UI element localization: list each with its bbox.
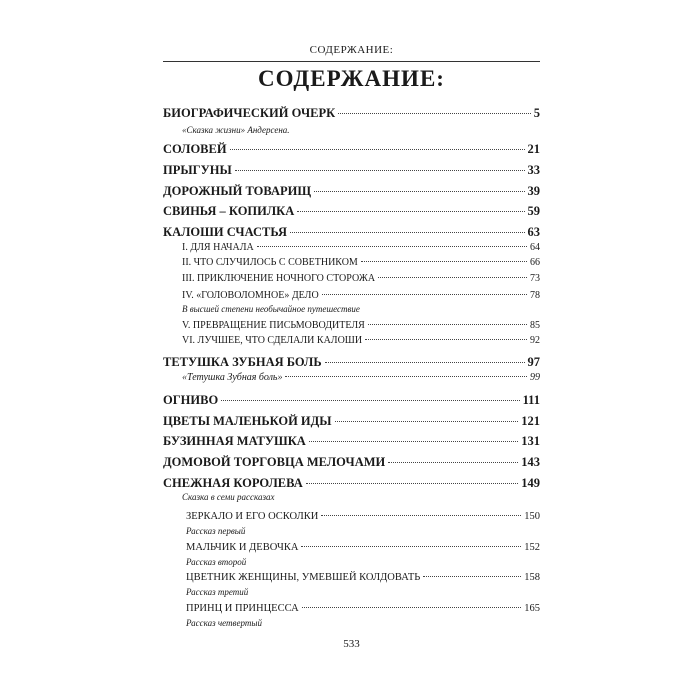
toc-entry-label: III. ПРИКЛЮЧЕНИЕ НОЧНОГО СТОРОЖА xyxy=(182,273,376,284)
dot-leader xyxy=(325,362,525,363)
toc-entry-page: 59 xyxy=(527,204,540,218)
toc-entry-label: МАЛЬЧИК И ДЕВОЧКА xyxy=(186,542,299,553)
toc-entry-label: ПРЫГУНЫ xyxy=(163,163,232,177)
dot-leader xyxy=(322,294,527,295)
toc-note: Рассказ второй xyxy=(186,557,247,567)
toc-entry-page: 158 xyxy=(524,572,540,583)
dot-leader xyxy=(257,246,527,247)
toc-entry-label: II. ЧТО СЛУЧИЛОСЬ С СОВЕТНИКОМ xyxy=(182,257,358,268)
toc-entry-page: 5 xyxy=(533,106,540,120)
toc-subentry xyxy=(182,372,540,383)
toc-entry xyxy=(163,355,540,370)
toc-entry-page: 111 xyxy=(522,393,540,407)
toc-entry-page: 150 xyxy=(524,511,540,522)
toc-entry-page: 33 xyxy=(527,163,540,177)
toc-entry-label: СНЕЖНАЯ КОРОЛЕВА xyxy=(163,476,303,490)
toc-entry-label: БИОГРАФИЧЕСКИЙ ОЧЕРК xyxy=(163,106,336,120)
dot-leader xyxy=(321,515,521,516)
toc-subentry xyxy=(182,242,540,253)
dot-leader xyxy=(301,546,521,547)
toc-subentry xyxy=(186,572,540,583)
dot-leader xyxy=(335,421,519,422)
dot-leader xyxy=(302,607,522,608)
toc-entry-page: 121 xyxy=(521,414,540,428)
toc-entry-page: 152 xyxy=(524,542,540,553)
toc-entry-page: 97 xyxy=(527,355,540,369)
toc-note: Рассказ четвертый xyxy=(186,618,262,628)
toc-entry-label: VI. ЛУЧШЕЕ, ЧТО СДЕЛАЛИ КАЛОШИ xyxy=(182,335,363,346)
dot-leader xyxy=(309,441,518,442)
toc-entry xyxy=(163,204,540,219)
toc-entry-label: I. ДЛЯ НАЧАЛА xyxy=(182,242,254,253)
toc-entry-page: 149 xyxy=(521,476,540,490)
toc-entry-label: СОЛОВЕЙ xyxy=(163,142,227,156)
toc-entry-page: 66 xyxy=(530,257,540,268)
toc-entry-label: КАЛОШИ СЧАСТЬЯ xyxy=(163,225,287,239)
toc-entry-label: СВИНЬЯ – КОПИЛКА xyxy=(163,204,295,218)
dot-leader xyxy=(365,339,527,340)
toc-entry-label: БУЗИННАЯ МАТУШКА xyxy=(163,434,306,448)
toc-subentry xyxy=(182,320,540,331)
dot-leader xyxy=(306,483,519,484)
toc-subentry xyxy=(182,257,540,268)
dot-leader xyxy=(285,376,527,377)
toc-note: Рассказ третий xyxy=(186,587,249,597)
toc-entry-page: 63 xyxy=(527,225,540,239)
toc-subentry xyxy=(182,290,540,301)
toc-entry-label: IV. «ГОЛОВОЛОМНОЕ» ДЕЛО xyxy=(182,290,319,301)
toc-entry-label: ПРИНЦ И ПРИНЦЕССА xyxy=(186,603,299,614)
toc-entry-page: 78 xyxy=(530,290,540,301)
toc-subentry xyxy=(186,542,540,553)
toc-entry-label: ЗЕРКАЛО И ЕГО ОСКОЛКИ xyxy=(186,511,319,522)
toc-title: СОДЕРЖАНИЕ: xyxy=(258,66,445,91)
toc-entry-page: 165 xyxy=(524,603,540,614)
toc-subentry xyxy=(186,603,540,614)
toc-entry xyxy=(163,225,540,240)
dot-leader xyxy=(290,232,525,233)
toc-entry xyxy=(163,142,540,157)
toc-entry-label: ДОМОВОЙ ТОРГОВЦА МЕЛОЧАМИ xyxy=(163,455,386,469)
toc-entry-page: 39 xyxy=(527,184,540,198)
toc-entry xyxy=(163,434,540,449)
toc-entry-page: 99 xyxy=(530,372,540,383)
toc-entry xyxy=(163,476,540,491)
toc-subentry xyxy=(186,511,540,522)
dot-leader xyxy=(388,462,518,463)
toc-entry xyxy=(163,106,540,121)
toc-entry-page: 92 xyxy=(530,335,540,346)
toc-entry-page: 85 xyxy=(530,320,540,331)
toc-note: В высшей степени необычайное путешествие xyxy=(182,304,360,314)
toc-entry-label: ДОРОЖНЫЙ ТОВАРИЩ xyxy=(163,184,312,198)
toc-entry-label: ЦВЕТНИК ЖЕНЩИНЫ, УМЕВШЕЙ КОЛДОВАТЬ xyxy=(186,572,421,583)
toc-entry-label: V. ПРЕВРАЩЕНИЕ ПИСЬМОВОДИТЕЛЯ xyxy=(182,320,365,331)
dot-leader xyxy=(314,191,524,192)
dot-leader xyxy=(423,576,521,577)
page-number: 533 xyxy=(343,638,360,650)
dot-leader xyxy=(235,170,525,171)
toc-entry xyxy=(163,163,540,178)
toc-entry-page: 64 xyxy=(530,242,540,253)
toc-note: Сказка в семи рассказах xyxy=(182,492,275,502)
running-header: СОДЕРЖАНИЕ: xyxy=(309,44,394,56)
toc-subentry xyxy=(182,335,540,346)
dot-leader xyxy=(368,324,527,325)
dot-leader xyxy=(297,211,524,212)
dot-leader xyxy=(338,113,531,114)
dot-leader xyxy=(221,400,519,401)
toc-entry-page: 131 xyxy=(521,434,540,448)
toc-subentry xyxy=(182,273,540,284)
toc-entry-label: ЦВЕТЫ МАЛЕНЬКОЙ ИДЫ xyxy=(163,414,332,428)
toc-entry-page: 73 xyxy=(530,273,540,284)
toc-entry-label: «Тетушка Зубная боль» xyxy=(182,372,283,383)
toc-entry xyxy=(163,184,540,199)
dot-leader xyxy=(361,261,527,262)
toc-entry xyxy=(163,414,540,429)
toc-entry-page: 21 xyxy=(527,142,540,156)
toc-entry xyxy=(163,455,540,470)
toc-entry-page: 143 xyxy=(521,455,540,469)
toc-entry-label: ТЕТУШКА ЗУБНАЯ БОЛЬ xyxy=(163,355,322,369)
dot-leader xyxy=(230,149,525,150)
toc-note: «Сказка жизни» Андерсена. xyxy=(182,125,290,135)
toc-entry-label: ОГНИВО xyxy=(163,393,219,407)
toc-entry xyxy=(163,393,540,408)
dot-leader xyxy=(378,277,527,278)
toc-note: Рассказ первый xyxy=(186,526,246,536)
